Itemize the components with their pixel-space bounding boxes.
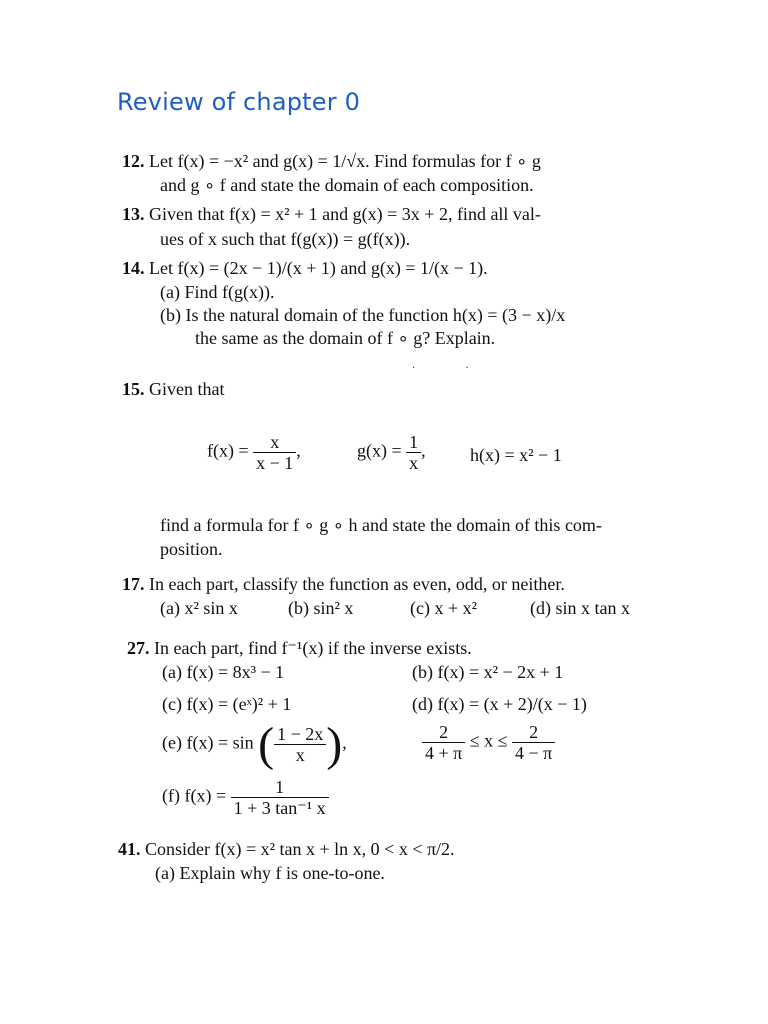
problem-27-part-e: (e) f(x) = sin ( $\frac{1 - 2x}{x}$ ),	[162, 718, 347, 771]
problem-15-line1	[122, 378, 224, 400]
problem-15-h-equation: h(x) = x² − 1	[470, 445, 562, 465]
problem-27-part-b: (b) f(x) = x² − 2x + 1	[412, 662, 564, 682]
problem-17-part-b: (b) sin² x	[288, 598, 354, 618]
problem-13-number: 13.	[122, 204, 145, 224]
g-numerator: 1	[406, 432, 421, 453]
problem-27-line1	[127, 637, 472, 659]
c2-numerator: 2	[512, 722, 555, 743]
e-fraction	[274, 724, 326, 765]
g-fraction	[406, 432, 421, 473]
problem-15-f-equation: f(x) = $\frac{x}{x - 1}$ ,	[207, 432, 301, 473]
problem-14-number: 14.	[122, 258, 145, 278]
problem-41-number: 41.	[118, 839, 141, 859]
f-part-numerator: 1	[231, 777, 329, 798]
c1-denominator: 4 + π	[425, 743, 463, 763]
f-lhs: f(x) =	[207, 440, 249, 461]
c1-fraction	[422, 722, 465, 763]
problem-27-part-d: (d) f(x) = (x + 2)/(x − 1)	[412, 694, 587, 714]
e-numerator: 1 − 2x	[274, 724, 326, 745]
right-paren: )	[326, 718, 343, 771]
problem-14-part-a: (a) Find f(g(x)).	[160, 282, 275, 302]
problem-27-text1: In each part, find f⁻¹(x) if the inverse exists.	[154, 638, 472, 658]
problem-14-part-b-line2: the same as the domain of f ∘ g? Explain.	[195, 328, 496, 348]
problem-17-text1: In each part, classify the function as even, odd, or neither.	[149, 574, 565, 594]
g-denominator: x	[409, 453, 419, 473]
problem-15-line3: position.	[160, 539, 223, 559]
problem-12-line2: and g ∘ f and state the domain of each composition.	[160, 175, 534, 195]
problem-15-line2: find a formula for f ∘ g ∘ h and state the domain of this com-	[160, 515, 602, 535]
problem-12-number: 12.	[122, 151, 145, 171]
f-part-lhs: (f) f(x) =	[162, 785, 227, 806]
problem-15-intro: Given that	[149, 379, 225, 399]
problem-41-part-a: (a) Explain why f is one-to-one.	[155, 863, 385, 883]
problem-41-line1	[118, 838, 455, 860]
problem-41-text1: Consider f(x) = x² tan x + ln x, 0 < x < π/2.	[145, 839, 455, 859]
problem-14-part-b-line1: (b) Is the natural domain of the function h(x) = (3 − x)/x	[160, 305, 566, 325]
problem-27-part-f	[162, 777, 329, 818]
f-numerator: x	[253, 432, 296, 453]
scan-artifact: · ·	[412, 363, 469, 374]
e-lhs: (e) f(x) = sin	[162, 732, 254, 753]
problem-17-part-a: (a) x² sin x	[160, 598, 238, 618]
problem-13-line2: ues of x such that f(g(x)) = g(f(x)).	[160, 229, 411, 249]
inequality: ≤ x ≤	[469, 730, 508, 751]
g-lhs: g(x) =	[357, 440, 402, 461]
problem-17-number: 17.	[122, 574, 145, 594]
problem-12-text1: Let f(x) = −x² and g(x) = 1/√x. Find formulas for f ∘ g	[149, 151, 541, 171]
problem-15-number: 15.	[122, 379, 145, 399]
problem-14-text1: Let f(x) = (2x − 1)/(x + 1) and g(x) = 1/(x − 1).	[149, 258, 488, 278]
e-denominator: x	[295, 745, 305, 765]
problem-27-part-e-condition	[422, 722, 555, 763]
problem-13-text1: Given that f(x) = x² + 1 and g(x) = 3x + 2, find all val-	[149, 204, 541, 224]
problem-14-line1	[122, 257, 488, 279]
problem-27-number: 27.	[127, 638, 150, 658]
page-heading: Review of chapter 0	[117, 88, 361, 116]
f-part-denominator: 1 + 3 tan⁻¹ x	[233, 798, 326, 818]
problem-17-line1	[122, 573, 565, 595]
c2-denominator: 4 − π	[515, 743, 553, 763]
c2-fraction	[512, 722, 555, 763]
problem-15-g-equation: g(x) = $\frac{1}{x}$ ,	[357, 432, 426, 473]
f-denominator: x − 1	[256, 453, 294, 473]
problem-27-part-a: (a) f(x) = 8x³ − 1	[162, 662, 285, 682]
left-paren: (	[258, 718, 275, 771]
problem-17-part-d: (d) sin x tan x	[530, 598, 630, 618]
problem-13-line1	[122, 203, 541, 225]
problem-27-part-c: (c) f(x) = (eˣ)² + 1	[162, 694, 292, 714]
problem-17-part-c: (c) x + x²	[410, 598, 478, 618]
f-part-fraction	[231, 777, 329, 818]
problem-12-line1	[122, 150, 541, 172]
c1-numerator: 2	[422, 722, 465, 743]
f-fraction	[253, 432, 296, 473]
